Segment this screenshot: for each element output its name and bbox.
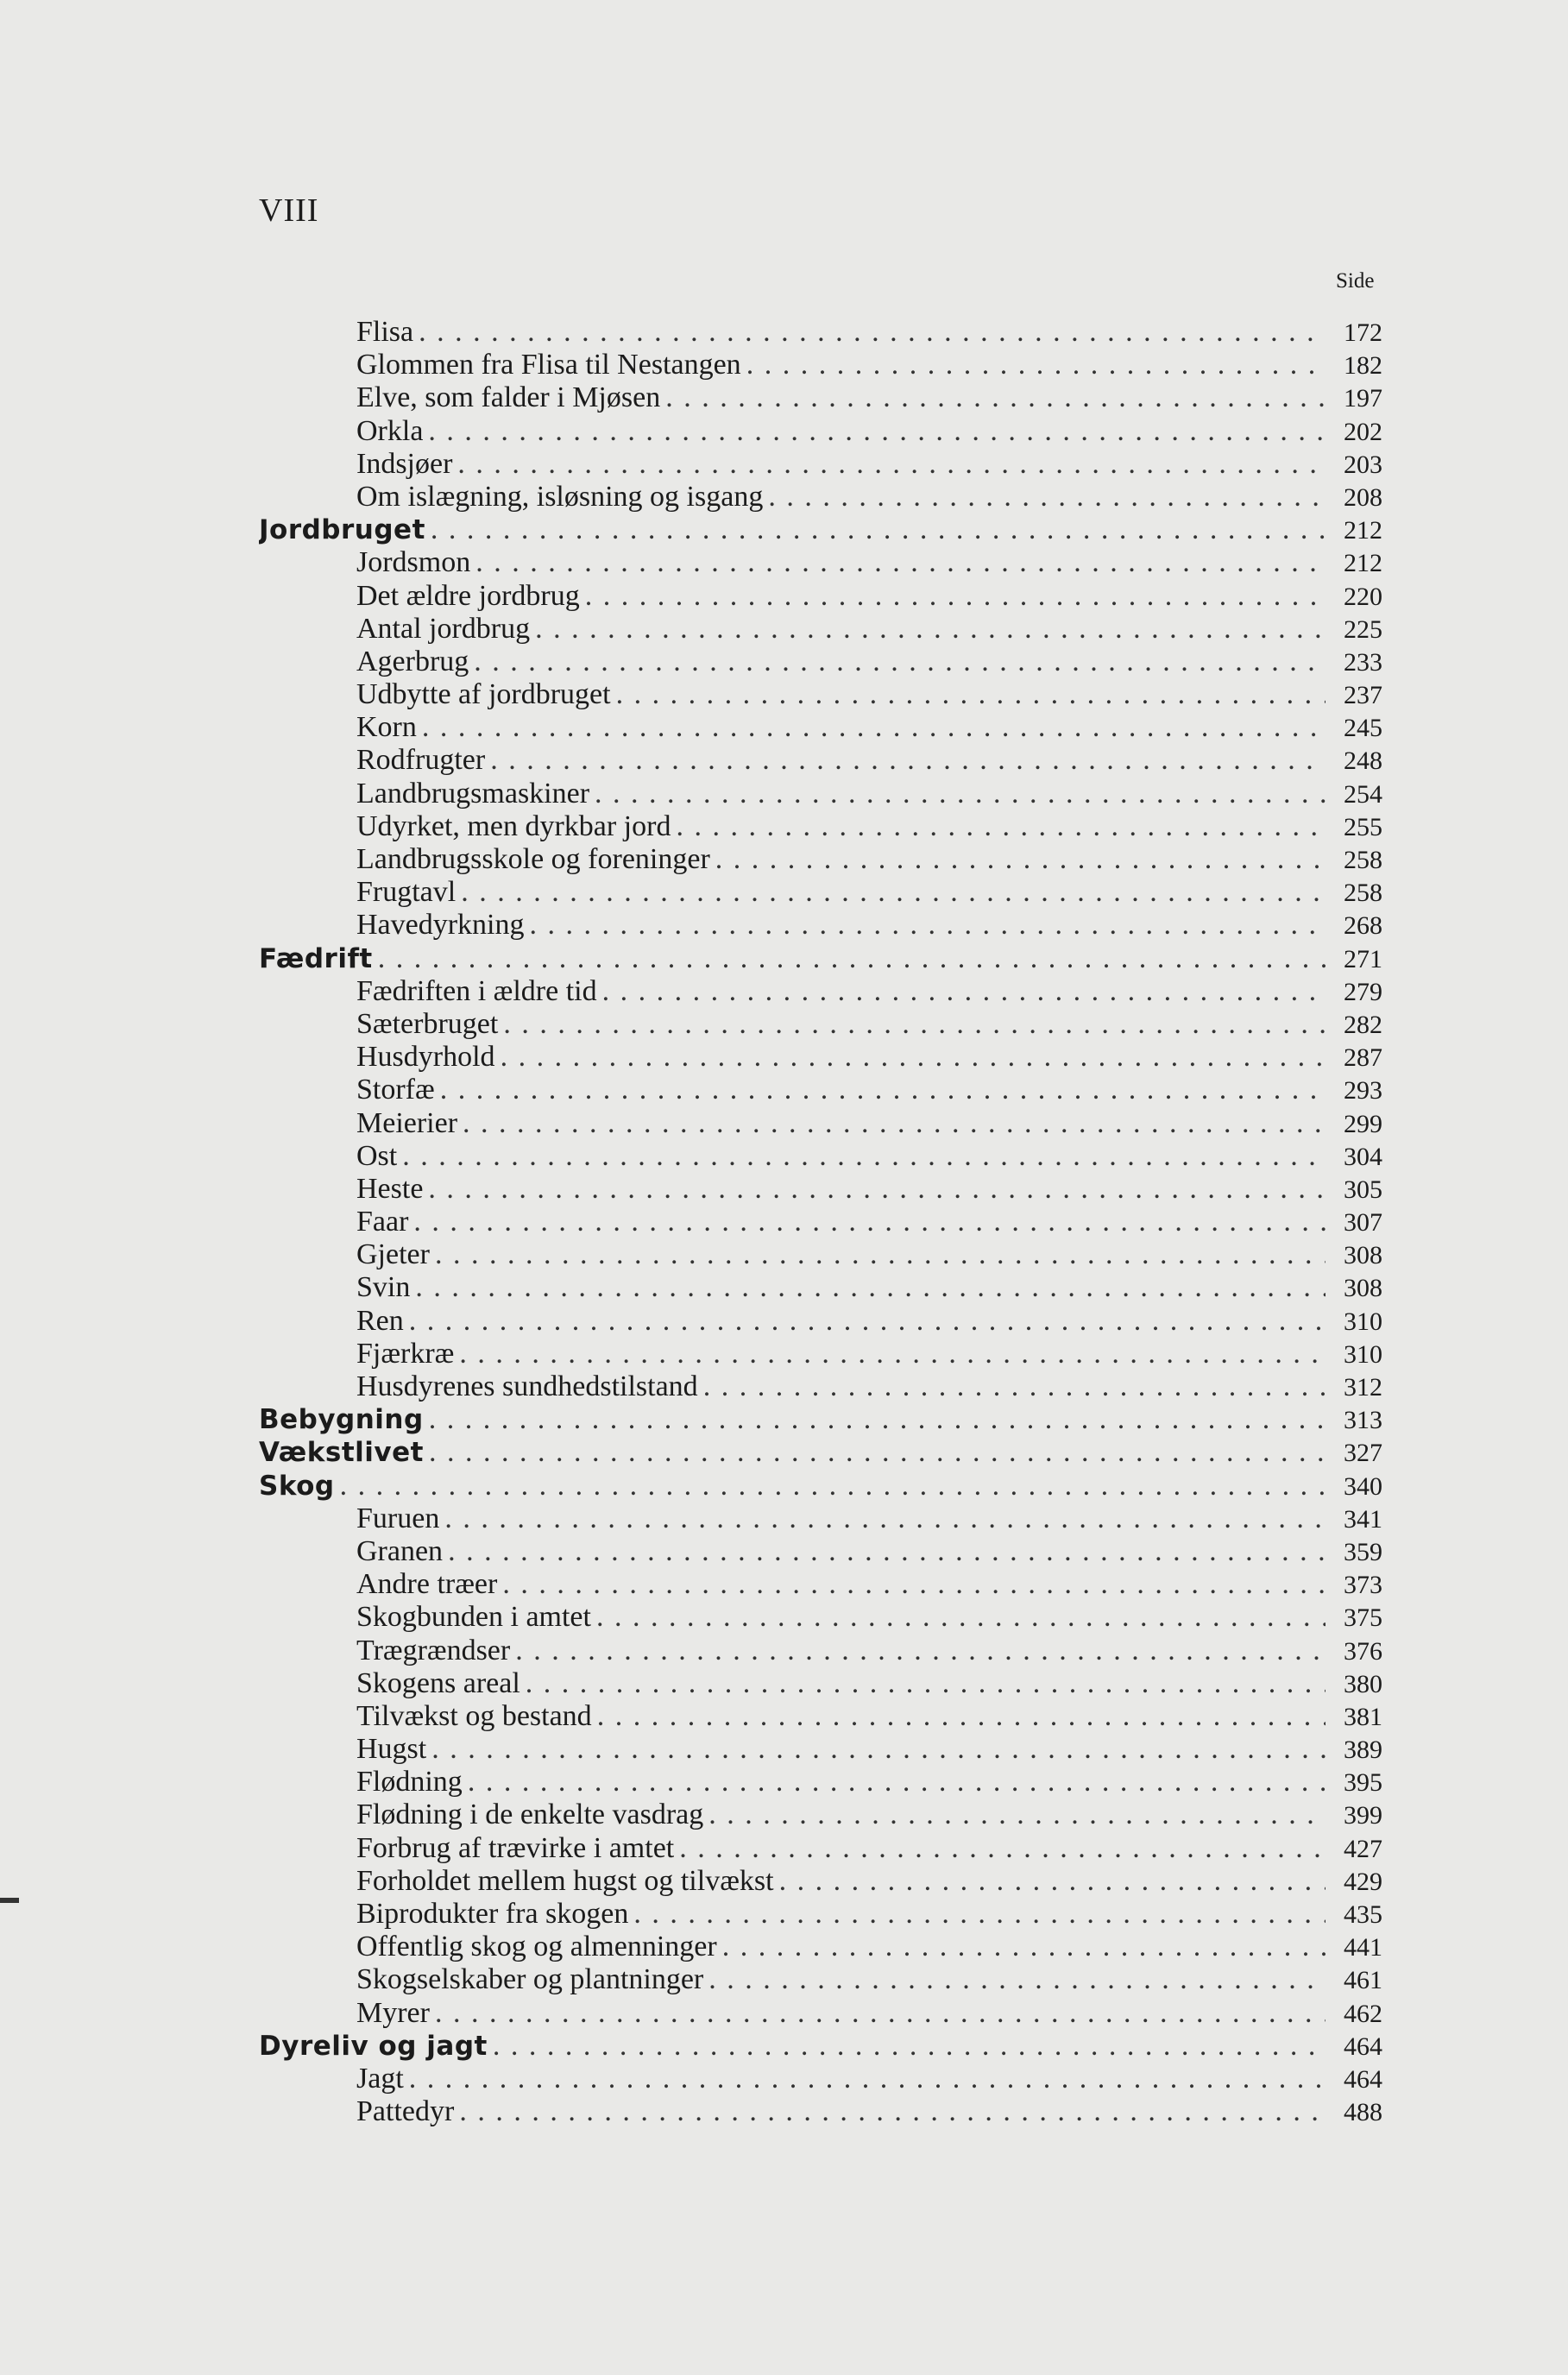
toc-entry-page: 245 [1344,714,1382,743]
dot-leader [502,1568,1326,1601]
toc-entry [259,1008,1382,1041]
dot-leader [679,1832,1326,1865]
toc-entry-page: 427 [1344,1834,1382,1863]
toc-entry [259,1502,1382,1535]
toc-entry [259,678,1382,711]
toc-entry [259,1667,1382,1700]
toc-entry-page: 461 [1344,1966,1382,1995]
dot-leader [413,1206,1326,1238]
toc-entry-title: Orkla [356,414,424,447]
toc-entry-page: 313 [1344,1406,1382,1435]
toc-entry-page: 359 [1344,1537,1382,1566]
toc-entry-title: Flødning i de enkelte vasdrag [356,1799,704,1831]
toc-entry-title: Heste [356,1172,424,1205]
dot-leader [444,1502,1326,1535]
toc-entry [259,1799,1382,1831]
toc-entry-page: 376 [1344,1636,1382,1666]
toc-entry-title: Faar [356,1206,409,1238]
toc-entry-title: Dyreliv og jagt [259,2030,488,2062]
toc-entry-page: 212 [1344,516,1382,545]
toc-entry-page: 488 [1344,2098,1382,2127]
toc-entry-title: Furuen [356,1502,440,1534]
toc-entry-title: Offentlig skog og almenninger [356,1931,717,1963]
toc-entry-title: Jagt [356,2062,404,2095]
toc-entry [259,1271,1382,1304]
toc-entry-title: Jordsmon [356,546,471,579]
toc-entry-title: Udbytte af jordbruget [356,678,611,711]
dot-leader [722,1931,1326,1963]
dot-leader [378,942,1326,975]
toc-entry-title: Fjærkræ [356,1337,455,1370]
toc-entry-page: 282 [1344,1010,1382,1039]
toc-entry-page: 220 [1344,582,1382,611]
toc-entry-title: Udyrket, men dyrkbar jord [356,810,671,842]
toc-entry [259,1305,1382,1338]
toc-entry-page: 225 [1344,614,1382,644]
toc-entry [259,1338,1382,1370]
toc-entry [259,1832,1382,1865]
dot-leader [493,2030,1326,2063]
toc-entry-title: Agerbrug [356,645,469,677]
toc-entry [259,1206,1382,1238]
toc-entry-page: 429 [1344,1867,1382,1896]
dot-leader [428,415,1326,448]
toc-entry-title: Skogens areal [356,1666,520,1699]
toc-entry [259,1535,1382,1568]
dot-leader [435,1238,1326,1271]
dot-leader [503,1008,1326,1041]
dot-leader [461,876,1326,909]
dot-leader [422,711,1326,744]
toc-entry [259,1997,1382,2030]
dot-leader [340,1470,1326,1502]
toc-entry-title: Indsjøer [356,447,453,480]
toc-entry-page: 237 [1344,681,1382,710]
toc-entry-page: 380 [1344,1669,1382,1698]
toc-entry-page: 197 [1344,384,1382,413]
dot-leader [429,1403,1326,1436]
dot-leader [746,349,1326,381]
toc-entry [259,876,1382,909]
toc-entry [259,1370,1382,1403]
toc-entry-page: 255 [1344,812,1382,841]
toc-entry-title: Forholdet mellem hugst og tilvækst [356,1864,774,1897]
dot-leader [768,481,1326,513]
dot-leader [429,1436,1326,1469]
toc-section-entry [259,1436,1382,1469]
toc-entry [259,2063,1382,2095]
toc-entry-title: Om islægning, isløsning og isgang [356,480,764,513]
toc-entry-page: 305 [1344,1175,1382,1204]
toc-entry [259,1766,1382,1799]
toc-entry-title: Jordbruget [259,514,425,546]
dot-leader [676,810,1326,843]
toc-entry-page: 375 [1344,1603,1382,1633]
dot-leader [602,975,1326,1008]
toc-entry [259,1140,1382,1173]
toc-entry-title: Skogbunden i amtet [356,1601,591,1634]
toc-entry-page: 208 [1344,482,1382,512]
toc-entry-page: 389 [1344,1736,1382,1765]
toc-entry-title: Skog [259,1470,335,1502]
toc-entry [259,646,1382,678]
dot-leader [409,1305,1326,1338]
toc-entry-title: Flisa [356,316,414,348]
toc-entry-title: Myrer [356,1996,430,2029]
toc-entry-page: 381 [1344,1702,1382,1731]
dot-leader [597,1700,1326,1733]
toc-entry-page: 373 [1344,1571,1382,1600]
toc-entry [259,1238,1382,1271]
dot-leader [596,1601,1326,1634]
toc-entry-title: Biprodukter fra skogen [356,1898,629,1930]
dot-leader [595,778,1326,810]
toc-section-entry [259,2030,1382,2063]
toc-entry [259,381,1382,414]
toc-entry-page: 327 [1344,1439,1382,1468]
toc-entry-page: 395 [1344,1768,1382,1798]
toc-entry-title: Gjeter [356,1238,430,1271]
toc-entry-page: 258 [1344,846,1382,874]
table-of-contents [259,316,1382,2128]
toc-section-entry [259,942,1382,975]
toc-entry-page: 172 [1344,318,1382,347]
toc-entry-title: Meierier [356,1106,458,1139]
toc-entry-page: 202 [1344,417,1382,446]
dot-leader [468,1766,1326,1799]
toc-entry-title: Korn [356,711,417,744]
toc-entry-page: 279 [1344,977,1382,1006]
dot-leader [616,678,1326,711]
toc-entry-title: Hugst [356,1733,427,1766]
dot-leader [490,744,1326,777]
toc-entry-page: 435 [1344,1900,1382,1929]
toc-entry-title: Husdyrenes sundhedstilstand [356,1370,698,1402]
toc-section-entry [259,1470,1382,1502]
dot-leader [475,546,1326,579]
toc-entry [259,1700,1382,1733]
toc-entry [259,744,1382,777]
toc-entry-title: Sæterbruget [356,1007,499,1040]
toc-entry [259,1568,1382,1601]
toc-entry-page: 304 [1344,1142,1382,1171]
dot-leader [708,1799,1326,1831]
toc-entry-title: Storfæ [356,1074,435,1106]
dot-leader [428,1173,1326,1206]
toc-entry-page: 271 [1344,944,1382,973]
dot-leader [526,1667,1326,1700]
toc-entry [259,1733,1382,1766]
toc-entry [259,1107,1382,1140]
toc-entry-page: 203 [1344,450,1382,479]
toc-entry-title: Ren [356,1304,404,1337]
dot-leader [463,1107,1326,1140]
toc-entry-page: 464 [1344,2032,1382,2061]
toc-entry-title: Pattedyr [356,2095,455,2128]
dot-leader [535,613,1326,646]
toc-entry [259,580,1382,613]
toc-entry-page: 312 [1344,1373,1382,1402]
toc-entry [259,1898,1382,1931]
dot-leader [474,646,1326,678]
toc-entry [259,1865,1382,1898]
toc-entry-title: Tilvækst og bestand [356,1699,592,1732]
toc-entry [259,975,1382,1008]
toc-entry-page: 341 [1344,1504,1382,1534]
toc-entry-title: Trægrændser [356,1634,511,1666]
toc-entry-page: 212 [1344,549,1382,578]
toc-entry-title: Svin [356,1271,411,1304]
toc-entry [259,1963,1382,1996]
dot-leader [457,448,1326,481]
toc-entry-title: Fædrift [259,942,373,974]
toc-entry-title: Skogselskaber og plantninger [356,1963,704,1996]
toc-entry [259,810,1382,843]
dot-leader [431,513,1326,546]
dot-leader [501,1041,1326,1074]
margin-mark [0,1898,19,1903]
toc-entry [259,415,1382,448]
toc-section-entry [259,1403,1382,1436]
toc-entry [259,2095,1382,2128]
toc-entry-title: Havedyrkning [356,909,525,942]
dot-leader [431,1733,1326,1766]
dot-leader [459,1338,1326,1370]
toc-entry [259,481,1382,513]
toc-entry-page: 310 [1344,1307,1382,1336]
dot-leader [435,1997,1326,2030]
toc-entry-page: 308 [1344,1241,1382,1270]
toc-entry [259,909,1382,942]
toc-entry-page: 258 [1344,879,1382,908]
dot-leader [708,1963,1326,1996]
dot-leader [779,1865,1326,1898]
dot-leader [419,316,1326,349]
toc-entry-title: Fædriften i ældre tid [356,974,597,1007]
toc-entry-title: Frugtavl [356,876,457,909]
toc-entry-page: 287 [1344,1043,1382,1073]
toc-entry-page: 299 [1344,1109,1382,1138]
toc-entry-page: 248 [1344,747,1382,776]
toc-entry-title: Andre træer [356,1568,498,1601]
toc-entry-page: 308 [1344,1274,1382,1303]
toc-entry-title: Antal jordbrug [356,612,531,645]
toc-entry [259,711,1382,744]
dot-leader [633,1898,1326,1931]
dot-leader [715,843,1326,876]
dot-leader [585,580,1326,613]
toc-entry [259,316,1382,349]
dot-leader [530,909,1326,942]
toc-entry [259,1601,1382,1634]
toc-entry-title: Ost [356,1139,398,1172]
toc-entry [259,1173,1382,1206]
toc-section-entry [259,513,1382,546]
toc-entry-title: Granen [356,1534,444,1567]
toc-entry-title: Bebygning [259,1404,424,1436]
toc-entry-page: 462 [1344,1999,1382,2028]
side-column-label: Side [1336,269,1375,293]
toc-entry-title: Forbrug af trævirke i amtet [356,1831,675,1864]
toc-entry-title: Flødning [356,1766,463,1799]
dot-leader [703,1370,1326,1403]
toc-entry-title: Husdyrhold [356,1041,495,1074]
toc-entry [259,546,1382,579]
toc-entry [259,448,1382,481]
toc-entry [259,843,1382,876]
toc-entry-page: 441 [1344,1933,1382,1962]
toc-entry [259,613,1382,646]
toc-entry [259,1635,1382,1667]
dot-leader [415,1271,1326,1304]
dot-leader [459,2095,1326,2128]
dot-leader [440,1074,1326,1106]
toc-entry-title: Vækstlivet [259,1437,424,1469]
dot-leader [409,2063,1326,2095]
dot-leader [515,1635,1326,1667]
dot-leader [665,381,1326,414]
toc-entry-page: 182 [1344,351,1382,381]
toc-entry-title: Rodfrugter [356,744,486,777]
toc-entry-title: Elve, som falder i Mjøsen [356,381,661,414]
toc-entry-page: 233 [1344,647,1382,677]
dot-leader [402,1140,1326,1173]
toc-entry-title: Det ældre jordbrug [356,579,580,612]
toc-entry-page: 254 [1344,779,1382,809]
page-number: VIII [259,192,319,229]
toc-entry [259,778,1382,810]
toc-entry-title: Landbrugsskole og foreninger [356,843,710,875]
toc-entry-title: Glommen fra Flisa til Nestangen [356,349,741,381]
toc-entry-page: 268 [1344,911,1382,941]
toc-entry-page: 399 [1344,1801,1382,1830]
dot-leader [448,1535,1326,1568]
toc-entry-page: 307 [1344,1208,1382,1238]
toc-entry [259,1074,1382,1106]
toc-entry-page: 293 [1344,1076,1382,1106]
toc-entry [259,1931,1382,1963]
toc-entry-page: 340 [1344,1471,1382,1501]
toc-entry-page: 464 [1344,2064,1382,2094]
toc-entry [259,1041,1382,1074]
toc-entry [259,349,1382,381]
toc-entry-title: Landbrugsmaskiner [356,777,590,810]
toc-entry-page: 310 [1344,1339,1382,1369]
